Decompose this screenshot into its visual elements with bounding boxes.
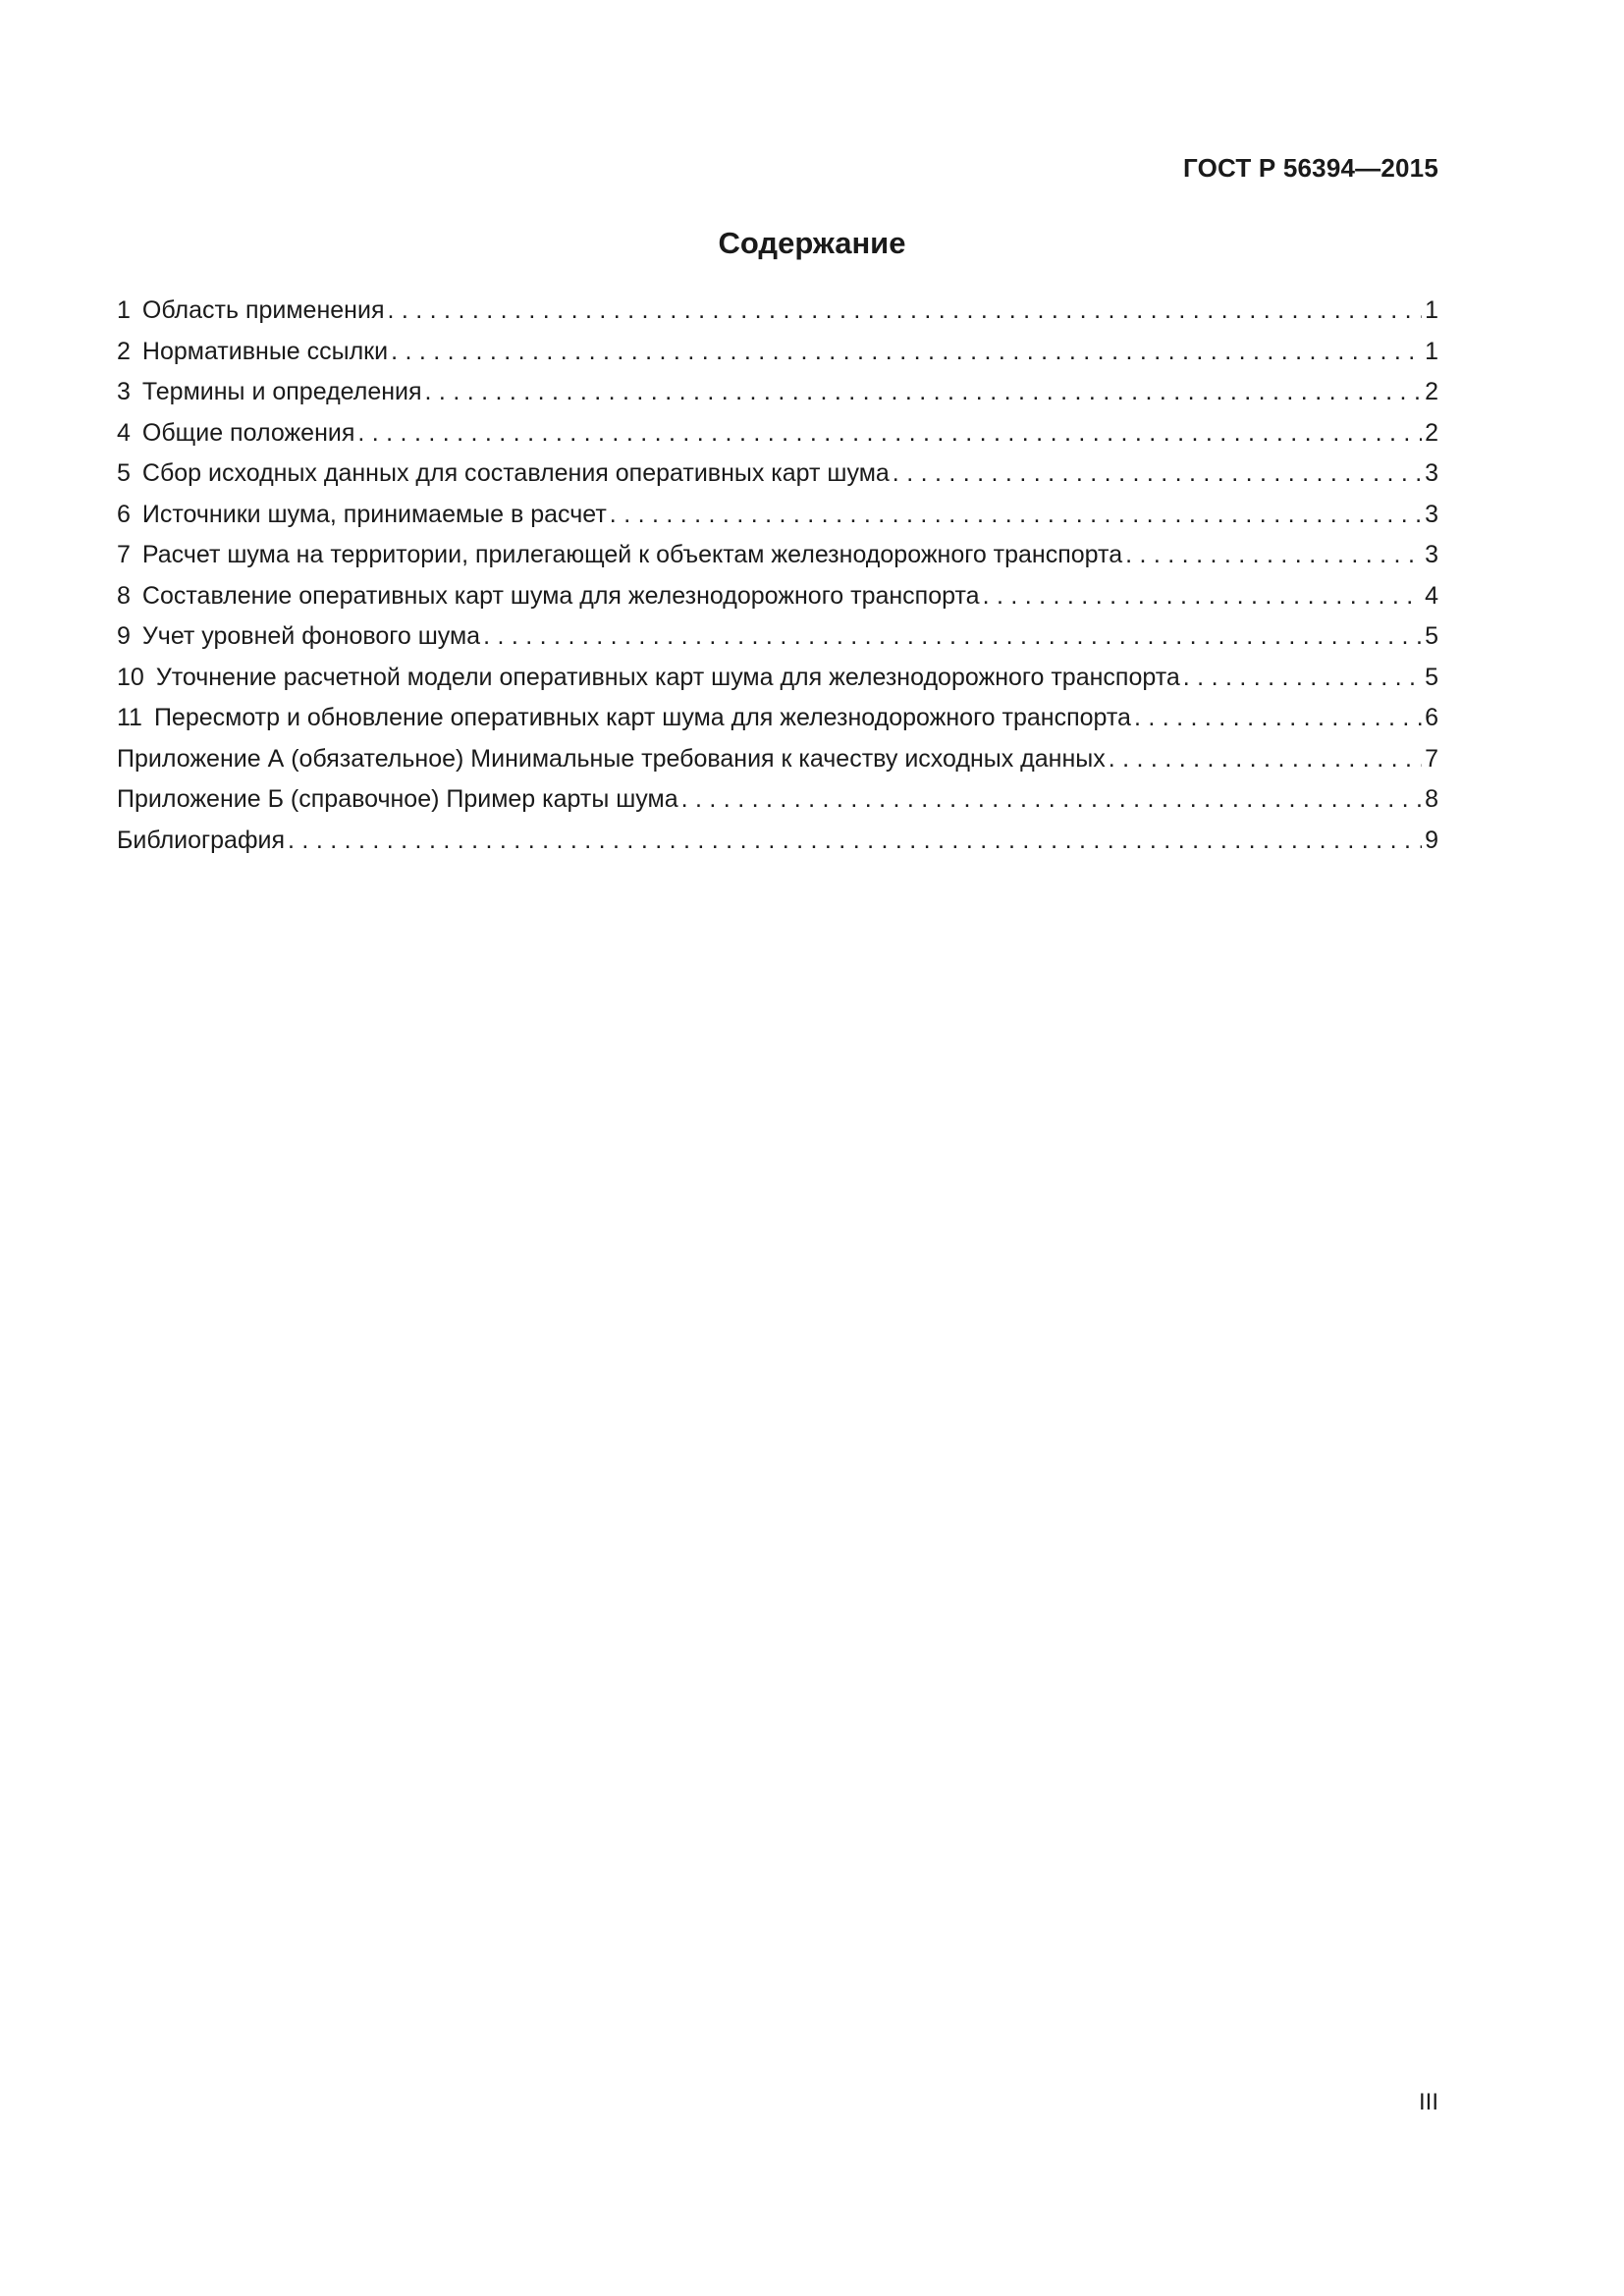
toc-entry-label: 9 Учет уровней фонового шума [117, 622, 481, 650]
document-code: ГОСТ Р 56394—2015 [1183, 153, 1438, 183]
toc-entry-label: 4 Общие положения [117, 418, 355, 447]
toc-entry[interactable] [117, 704, 1438, 745]
toc-entry-number: 6 [117, 500, 131, 528]
toc-dot-leader [983, 582, 1423, 611]
toc-entry-number: 8 [117, 581, 131, 610]
toc-dot-leader [1125, 541, 1422, 569]
toc-entry-appendix-a[interactable] [117, 745, 1438, 786]
toc-dot-leader [483, 622, 1422, 651]
toc-dot-leader [681, 785, 1422, 814]
toc-entry-number: 5 [117, 459, 131, 487]
toc-entry-label: 6 Источники шума, принимаемые в расчет [117, 500, 607, 528]
toc-entry-label: 2 Нормативные ссылки [117, 337, 389, 365]
toc-dot-leader [1183, 664, 1422, 692]
toc-entry-page: 4 [1425, 581, 1438, 610]
toc-dot-leader [425, 378, 1423, 406]
toc-entry[interactable] [117, 419, 1438, 460]
toc-entry-page: 8 [1425, 785, 1438, 813]
toc-entry-number: 3 [117, 378, 131, 405]
toc-entry-page: 2 [1425, 418, 1438, 447]
toc-entry-label: Библиография [117, 826, 286, 854]
toc-entry-page: 9 [1425, 826, 1438, 854]
toc-entry[interactable] [117, 501, 1438, 542]
toc-entry-bibliography[interactable] [117, 827, 1438, 868]
toc-entry-number: 11 [117, 704, 142, 731]
toc-entry-page: 3 [1425, 500, 1438, 528]
toc-dot-leader [387, 296, 1422, 325]
toc-entry-number: 2 [117, 337, 131, 365]
toc-dot-leader [1109, 745, 1422, 774]
toc-entry-label: Приложение Б (справочное) Пример карты шума [117, 785, 678, 813]
toc-entry-number: 10 [117, 663, 144, 691]
toc-entry-label: 7 Расчет шума на территории, прилегающей к объектам железнодорожного транспорта [117, 541, 1123, 568]
table-of-contents [117, 296, 1438, 867]
toc-entry[interactable] [117, 378, 1438, 419]
toc-entry[interactable] [117, 459, 1438, 501]
toc-title: Содержание [718, 226, 906, 260]
toc-entry-label: 8 Составление оперативных карт шума для железнодорожного транспорта [117, 581, 980, 610]
toc-entry-number: 1 [117, 296, 131, 324]
toc-entry-number: 7 [117, 541, 131, 568]
toc-entry[interactable] [117, 582, 1438, 623]
toc-entry-page: 5 [1425, 663, 1438, 691]
toc-dot-leader [288, 827, 1422, 855]
toc-entry-page: 3 [1425, 541, 1438, 568]
toc-entry-page: 6 [1425, 704, 1438, 731]
toc-entry-number: 4 [117, 418, 131, 447]
toc-entry[interactable] [117, 664, 1438, 705]
toc-entry-label: 11 Пересмотр и обновление оперативных карт шума для железнодорожного транспорта [117, 704, 1131, 731]
toc-entry-label: 5 Сбор исходных данных для составления оперативных карт шума [117, 459, 890, 487]
toc-entry-page: 1 [1425, 296, 1438, 324]
toc-dot-leader [357, 419, 1422, 448]
toc-entry[interactable] [117, 541, 1438, 582]
toc-dot-leader [610, 501, 1422, 529]
toc-entry-page: 1 [1425, 337, 1438, 365]
page-number: III [1418, 2089, 1438, 2115]
toc-dot-leader [1134, 704, 1422, 732]
toc-entry-label: 10 Уточнение расчетной модели оперативных карт шума для железнодорожного транспорта [117, 663, 1180, 691]
toc-dot-leader [893, 459, 1422, 488]
toc-entry-page: 7 [1425, 744, 1438, 773]
toc-entry-appendix-b[interactable] [117, 785, 1438, 827]
toc-entry[interactable] [117, 338, 1438, 379]
toc-entry-page: 2 [1425, 378, 1438, 405]
toc-entry[interactable] [117, 296, 1438, 338]
toc-entry-label: Приложение А (обязательное) Минимальные требования к качеству исходных данных [117, 744, 1106, 773]
toc-entry-page: 3 [1425, 459, 1438, 487]
toc-entry-page: 5 [1425, 622, 1438, 650]
toc-entry-number: 9 [117, 622, 131, 650]
toc-entry-label: 3 Термины и определения [117, 378, 422, 405]
toc-dot-leader [391, 338, 1422, 366]
toc-entry-label: 1 Область применения [117, 296, 385, 324]
toc-entry[interactable] [117, 622, 1438, 664]
